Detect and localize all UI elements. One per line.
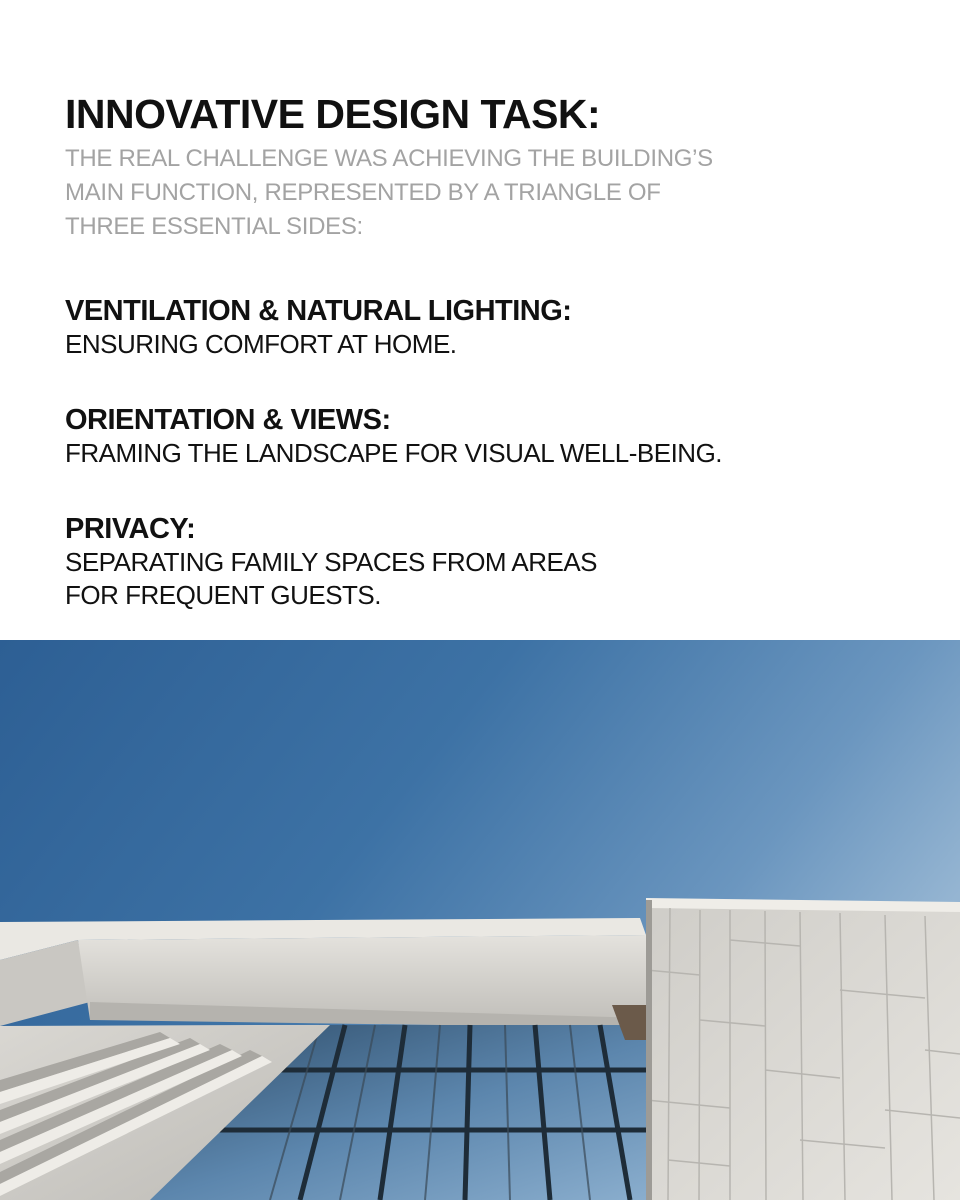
intro-line: THE REAL CHALLENGE WAS ACHIEVING THE BUILDING’S	[65, 145, 713, 172]
section-body	[65, 328, 925, 361]
intro-text	[65, 142, 925, 244]
section-ventilation	[65, 294, 925, 361]
intro-line: THREE ESSENTIAL SIDES:	[65, 213, 363, 240]
section-line: ENSURING COMFORT AT HOME.	[65, 329, 457, 359]
section-title: PRIVACY:	[65, 513, 196, 545]
section-title: ORIENTATION & VIEWS:	[65, 404, 391, 436]
section-title: VENTILATION & NATURAL LIGHTING:	[65, 295, 572, 327]
section-line: FRAMING THE LANDSCAPE FOR VISUAL WELL-BEING.	[65, 438, 723, 468]
page-title: INNOVATIVE DESIGN TASK:	[65, 91, 601, 137]
section-body	[65, 546, 925, 612]
section-privacy	[65, 512, 925, 612]
section-orientation	[65, 403, 925, 470]
building-photo	[0, 640, 960, 1200]
text-content	[65, 92, 925, 612]
section-line: FOR FREQUENT GUESTS.	[65, 580, 381, 610]
section-body	[65, 437, 925, 470]
intro-line: MAIN FUNCTION, REPRESENTED BY A TRIANGLE OF	[65, 179, 661, 206]
section-line: SEPARATING FAMILY SPACES FROM AREAS	[65, 547, 598, 577]
